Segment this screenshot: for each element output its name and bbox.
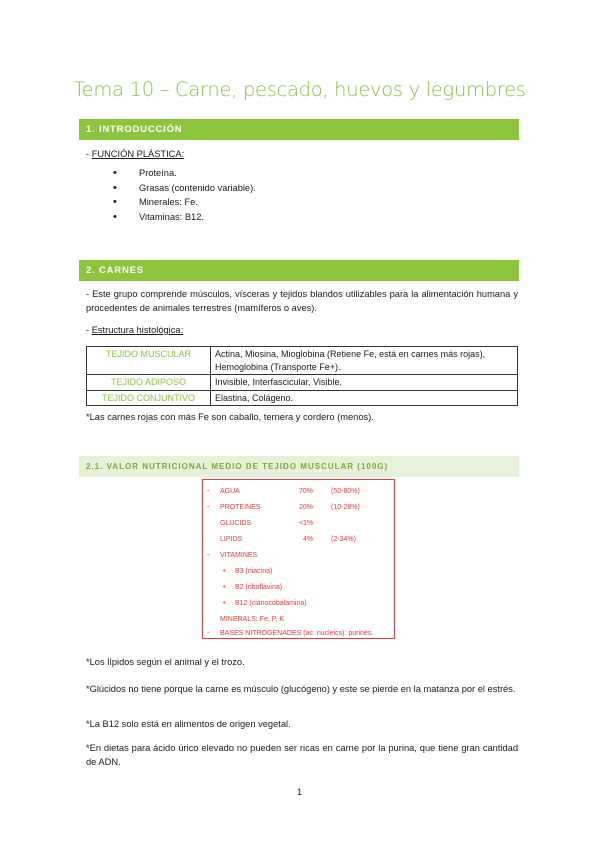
carnes-rojas-note: *Las carnes rojas con más Fe son caballo, ternera y cordero (menos).: [86, 412, 374, 422]
nutri-range: (10-28%): [331, 504, 360, 511]
nutri-label: LIPIDS: [220, 536, 243, 543]
bullet-dash: -: [207, 504, 210, 511]
note-acido-urico: *En dietas para ácido úrico elevado no pueden ser ricas en carne por la purina, que tiene gran cantidad de ADN.: [86, 743, 518, 767]
bullet-dash: -: [207, 552, 210, 559]
carnes-paragraph: - Este grupo comprende músculos, vísceras y tejidos blandos utilizables para la alimentación humana y procedentes de animales terrestres (mamíferos o aves).: [86, 289, 518, 313]
table-row: [87, 347, 518, 375]
table-row: [87, 390, 518, 406]
nutri-label: AGUA: [220, 488, 240, 495]
vitamins-label: VITAMINES: [220, 552, 258, 559]
section-heading-introduccion: 1. INTRODUCCIÓN: [79, 119, 519, 140]
note-b12: *La B12 solo está en alimentos de origen vegetal.: [86, 719, 291, 729]
estructura-label: Estructura histológica:: [91, 325, 184, 335]
bullet-dot: •: [223, 584, 226, 591]
nutri-value: 70%: [299, 488, 314, 495]
bullet-dot: •: [223, 568, 226, 575]
note-glucidos: *Glúcidos no tiene porque la carne es músculo (glucógeno) y este se pierde en la matanza por el estrés.: [86, 684, 516, 694]
estructura-line: [86, 323, 183, 337]
nutrition-image: [202, 479, 395, 639]
table-key: TEJIDO CONJUNTIVO: [87, 390, 211, 406]
vitamin-item: B2 (riboflavina): [235, 584, 283, 591]
dash-prefix: -: [86, 325, 92, 335]
funcion-plastica-line: [86, 147, 184, 161]
bases-line: BASES NITROGENADES (ac. nucleics): purines.: [220, 630, 374, 637]
table-row: [87, 375, 518, 391]
table-value: Actina, Miosina, Mioglobina (Retiene Fe, está en carnes más rojas), Hemoglobina (Transporte Fe+).: [211, 347, 518, 375]
nutri-value: 20%: [299, 504, 314, 511]
page-title: Tema 10 – Carne, pescado, huevos y legumbres: [73, 78, 526, 101]
vitamin-item: B3 (niacina): [235, 568, 273, 575]
bullet-dash: -: [207, 630, 210, 637]
bullet-dot: •: [223, 600, 226, 607]
nutri-range: (50-80%): [331, 488, 360, 495]
list-item: • Proteína.: [113, 166, 256, 181]
funcion-plastica-list: [113, 166, 256, 224]
list-item: • Grasas (contenido variable).: [113, 181, 256, 196]
table-key: TEJIDO ADIPOSO: [87, 375, 211, 391]
vitamin-item: B12 (cianocobalamina): [235, 600, 307, 607]
minerals-line: MINERALS: Fe, P, K: [220, 616, 285, 623]
funcion-plastica-label: FUNCIÓN PLÁSTICA:: [91, 149, 185, 159]
nutri-label: PROTEINES: [220, 504, 261, 511]
section-heading-valor-nutricional: 2.1. VALOR NUTRICIONAL MEDIO DE TEJIDO MUSCULAR (100G): [79, 456, 519, 477]
nutri-label: GLUCIDS: [220, 520, 252, 527]
nutri-value: 4%: [303, 536, 314, 543]
note-lipidos: *Los lípidos según el animal y el trozo.: [86, 657, 245, 667]
list-item: • Vitaminas: B12.: [113, 210, 256, 225]
section-heading-carnes: 2. CARNES: [79, 260, 519, 281]
nutri-value: <1%: [299, 520, 314, 527]
dash-prefix: -: [86, 149, 92, 159]
table-key: TEJIDO MUSCULAR: [87, 347, 211, 375]
list-item: • Minerales: Fe.: [113, 195, 256, 210]
nutri-range: (2-34%): [331, 536, 356, 543]
bullet-dash: -: [207, 488, 210, 495]
histology-table: [86, 346, 518, 406]
table-value: Invisible, Interfascicular, Visible.: [211, 375, 518, 391]
page-number: 1: [296, 787, 303, 798]
table-value: Elastina, Colágeno.: [211, 390, 518, 406]
